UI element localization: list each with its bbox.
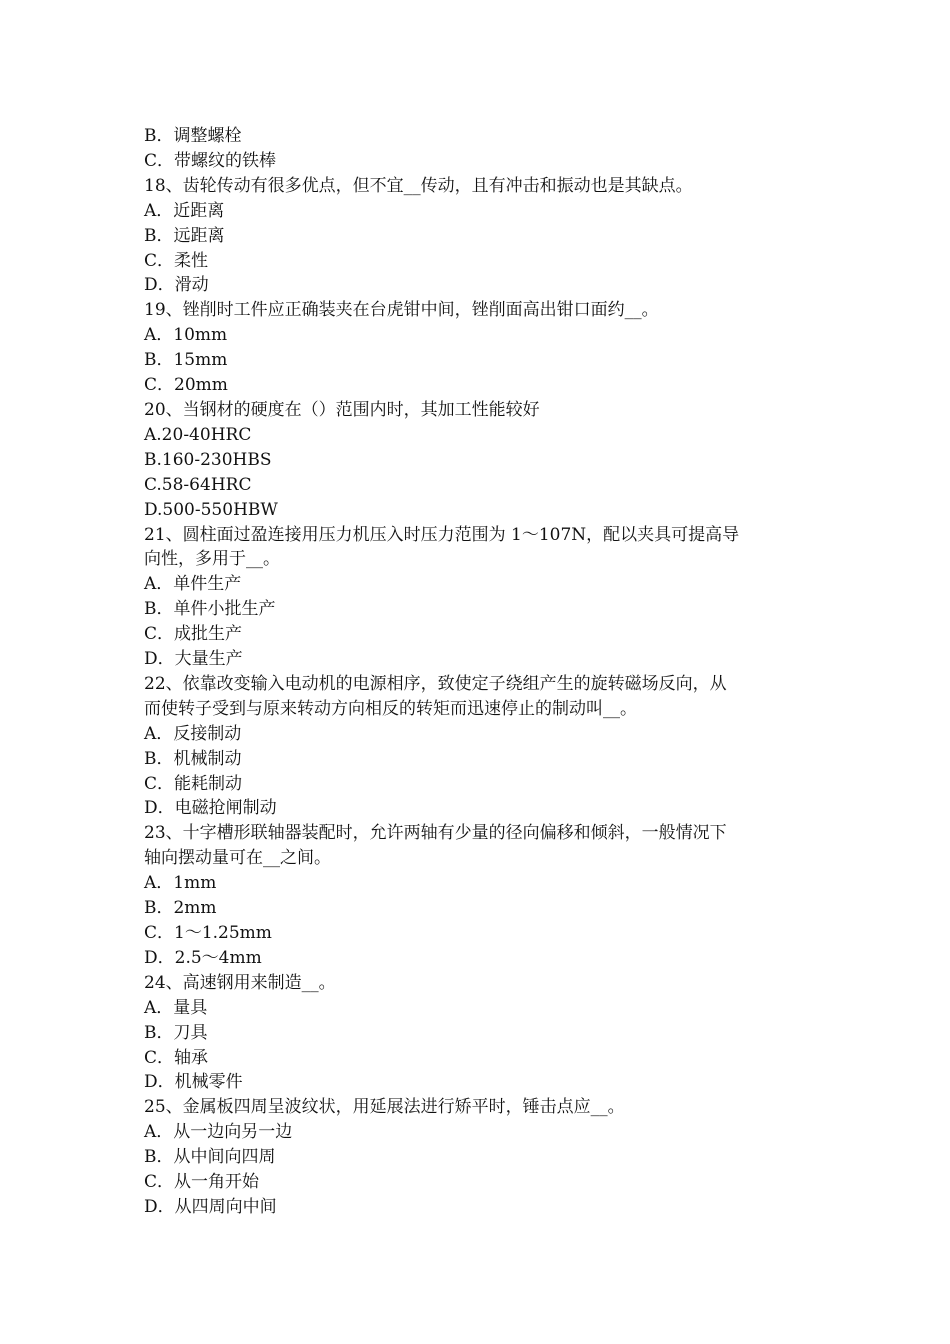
text-line: 轴向摆动量可在__之间。 (144, 848, 331, 869)
text-line: B．从中间向四周 (144, 1147, 276, 1168)
text-line: D.500-550HBW (144, 499, 278, 520)
text-line: D．从四周向中间 (144, 1196, 277, 1217)
text-line: C．20mm (144, 375, 228, 396)
text-line: 向性，多用于__。 (144, 549, 280, 570)
text-line: C．能耗制动 (144, 773, 243, 794)
text-line: 18、齿轮传动有很多优点，但不宜__传动，且有冲击和振动也是其缺点。 (144, 175, 693, 196)
text-line: A．10mm (144, 325, 228, 346)
text-line: B．调整螺栓 (144, 126, 242, 146)
text-line: B．远距离 (144, 225, 225, 246)
text-line: B．机械制动 (144, 748, 242, 769)
text-line: A．单件生产 (144, 574, 242, 595)
text-line: B．2mm (144, 898, 217, 919)
text-line: A．量具 (144, 997, 208, 1018)
text-line: B．单件小批生产 (144, 599, 276, 620)
text-line: C．柔性 (144, 250, 209, 271)
text-line: D．电磁抢闸制动 (144, 798, 277, 819)
text-line: C．从一角开始 (144, 1172, 260, 1193)
text-line: 25、金属板四周呈波纹状，用延展法进行矫平时，锤击点应__。 (144, 1097, 625, 1118)
text-line: 而使转子受到与原来转动方向相反的转矩而迅速停止的制动叫__。 (144, 698, 637, 719)
text-line: C.58-64HRC (144, 474, 252, 495)
text-line: A．近距离 (144, 200, 225, 221)
text-line: A．从一边向另一边 (144, 1122, 293, 1143)
text-line: C．成批生产 (144, 624, 243, 645)
text-line: B．15mm (144, 350, 228, 371)
text-line: A．1mm (144, 873, 217, 894)
text-line: 22、依靠改变输入电动机的电源相序，致使定子绕组产生的旋转磁场反向，从 (144, 673, 727, 694)
text-line: 19、锉削时工件应正确装夹在台虎钳中间，锉削面高出钳口面约__。 (144, 300, 659, 321)
text-line: 24、高速钢用来制造__。 (144, 972, 336, 993)
text-line: 23、十字槽形联轴器装配时，允许两轴有少量的径向偏移和倾斜，一般情况下 (144, 823, 727, 844)
question-text-body (144, 124, 810, 1220)
text-line: 20、当钢材的硬度在（）范围内时，其加工性能较好 (144, 399, 540, 420)
text-line: B．刀具 (144, 1022, 208, 1043)
text-line: C．轴承 (144, 1047, 209, 1068)
text-line: D．2.5～4mm (144, 947, 262, 968)
text-line: B.160-230HBS (144, 449, 272, 470)
text-line: A．反接制动 (144, 723, 242, 744)
text-line: D．机械零件 (144, 1072, 243, 1093)
text-line: C．1～1.25mm (144, 923, 272, 943)
text-line: D．大量生产 (144, 649, 243, 670)
text-line: D．滑动 (144, 275, 209, 296)
text-line: 21、圆柱面过盈连接用压力机压入时压力范围为 1～107N，配以夹具可提高导 (144, 524, 740, 545)
text-line: C．带螺纹的铁棒 (144, 150, 277, 171)
text-line: A.20-40HRC (144, 424, 252, 445)
